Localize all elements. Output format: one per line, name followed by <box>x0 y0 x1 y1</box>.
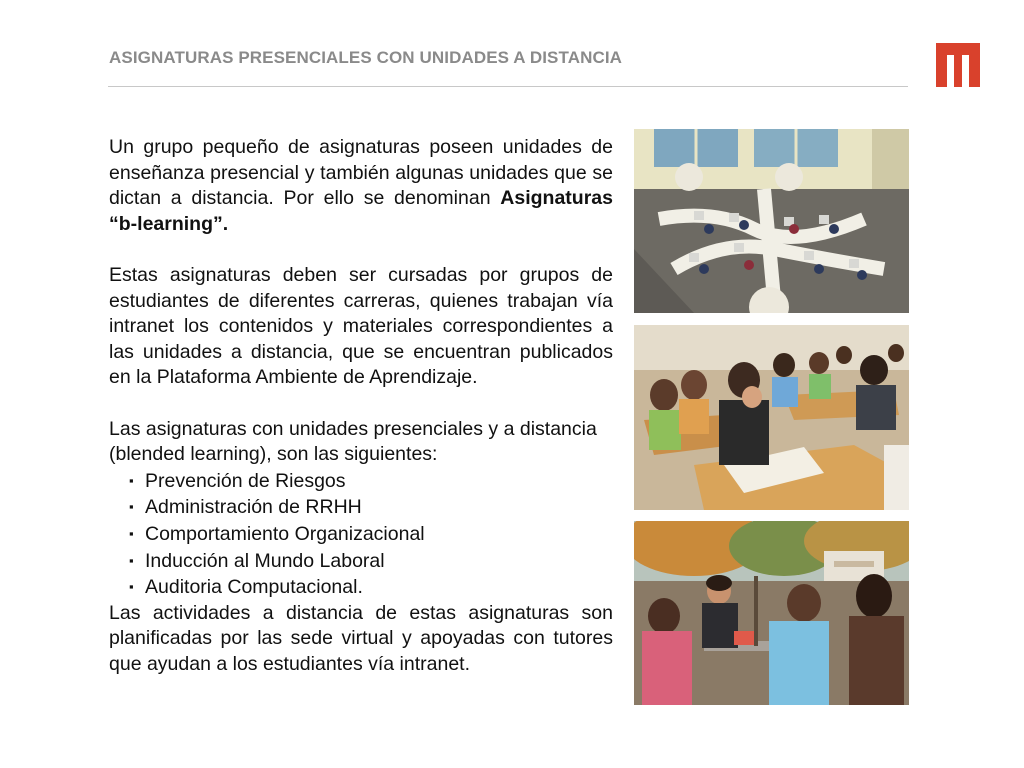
title-divider <box>108 86 908 87</box>
list-item: ▪ Auditoria Computacional. <box>129 576 363 599</box>
computer-lab-image <box>634 129 909 313</box>
classroom-photo <box>634 325 909 510</box>
subjects-list <box>109 468 613 601</box>
activities-paragraph: Las actividades a distancia de estas asignaturas son planificadas por las sede virtual y apoyadas con tutores que ayudan a los estudiantes vía intranet. <box>109 601 613 675</box>
classroom-image <box>634 325 909 510</box>
outdoor-study-image <box>634 521 909 705</box>
intro-text: Un grupo pequeño de asignaturas poseen unidades de enseñanza presencial y también algunas unidades que se dictan a distancia. Por ello se denominan <box>109 136 613 210</box>
list-item: ▪ Comportamiento Organizacional <box>129 522 425 545</box>
subjects-intro: Las asignaturas con unidades presenciales y a distancia (blended learning), son las siguientes: <box>109 417 597 466</box>
bullet-icon: ▪ <box>129 472 134 488</box>
brand-logo <box>936 43 980 87</box>
list-item: ▪ Administración de RRHH <box>129 496 362 519</box>
b-learning-term: Asignaturas “b-learning”. <box>109 187 613 235</box>
bullet-icon: ▪ <box>129 579 134 595</box>
list-item: ▪ Prevención de Riesgos <box>129 469 346 492</box>
bullet-icon: ▪ <box>129 499 134 515</box>
list-item: ▪ Inducción al Mundo Laboral <box>129 549 385 572</box>
students-paragraph: Estas asignaturas deben ser cursadas por grupos de estudiantes de diferentes carreras, quienes trabajan vía intranet los contenidos y materiales correspondientes a las unidades a distancia, que se encuentran publicados en la Plataforma Ambiente de Aprendizaje. <box>109 263 613 389</box>
computer-lab-photo <box>634 129 909 313</box>
intro-paragraph <box>109 135 613 237</box>
outdoor-study-photo <box>634 521 909 705</box>
body-text <box>109 135 613 677</box>
page-title: ASIGNATURAS PRESENCIALES CON UNIDADES A DISTANCIA <box>109 48 623 67</box>
bullet-icon: ▪ <box>129 552 134 568</box>
bullet-icon: ▪ <box>129 525 134 541</box>
